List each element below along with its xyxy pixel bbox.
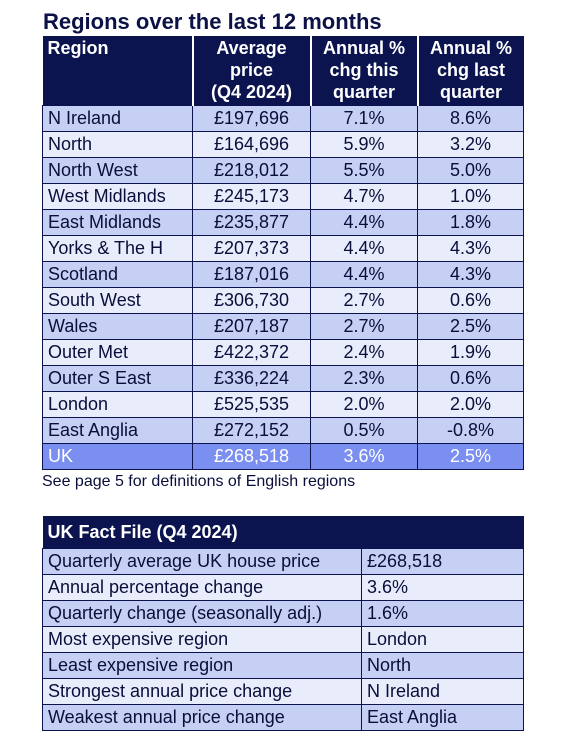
fact-row (43, 575, 524, 601)
fact-row (43, 601, 524, 627)
header-line: quarter (332, 82, 395, 102)
fact-label: Weakest annual price change (43, 705, 362, 731)
header-region: Region (43, 36, 193, 106)
cell-chg-last: 2.5% (418, 314, 524, 340)
cell-chg-this: 4.4% (311, 236, 418, 262)
header-line: Annual % (322, 38, 405, 58)
cell-region: East Midlands (43, 210, 193, 236)
cell-price: £245,173 (193, 184, 311, 210)
fact-value: 1.6% (362, 601, 524, 627)
cell-chg-last: 8.6% (418, 106, 524, 132)
cell-chg-last: 2.0% (418, 392, 524, 418)
cell-price: £422,372 (193, 340, 311, 366)
header-line: quarter (439, 82, 502, 102)
fact-file-title: UK Fact File (Q4 2024) (43, 516, 524, 549)
table-row (43, 418, 524, 444)
table-row (43, 288, 524, 314)
table-row-uk (43, 444, 524, 470)
table-row (43, 366, 524, 392)
header-line: Average (216, 38, 287, 58)
fact-label: Strongest annual price change (43, 679, 362, 705)
cell-chg-last: 0.6% (418, 366, 524, 392)
table-row (43, 340, 524, 366)
table-row (43, 132, 524, 158)
cell-price: £218,012 (193, 158, 311, 184)
header-line: chg last (436, 60, 506, 80)
cell-chg-this: 2.4% (311, 340, 418, 366)
cell-chg-last: 1.8% (418, 210, 524, 236)
fact-row (43, 705, 524, 731)
regions-note: See page 5 for definitions of English regions (42, 473, 356, 490)
header-line: Annual % (429, 38, 512, 58)
cell-region: North West (43, 158, 193, 184)
cell-region: South West (43, 288, 193, 314)
cell-chg-last: 4.3% (418, 262, 524, 288)
header-average-price (193, 36, 311, 106)
table-row (43, 158, 524, 184)
fact-row (43, 549, 524, 575)
cell-price: £268,518 (193, 444, 311, 470)
cell-chg-last: 4.3% (418, 236, 524, 262)
cell-chg-this: 7.1% (311, 106, 418, 132)
cell-chg-last: 1.9% (418, 340, 524, 366)
cell-region: East Anglia (43, 418, 193, 444)
cell-chg-this: 0.5% (311, 418, 418, 444)
cell-region: Outer S East (43, 366, 193, 392)
cell-price: £525,535 (193, 392, 311, 418)
fact-value: East Anglia (362, 705, 524, 731)
table-row (43, 262, 524, 288)
page-title: Regions over the last 12 months (43, 9, 382, 34)
cell-region: Outer Met (43, 340, 193, 366)
header-chg-last-quarter (418, 36, 524, 106)
cell-region: Scotland (43, 262, 193, 288)
cell-region: North (43, 132, 193, 158)
fact-file-table (42, 516, 524, 731)
header-chg-this-quarter (311, 36, 418, 106)
cell-price: £235,877 (193, 210, 311, 236)
header-line: (Q4 2024) (210, 82, 293, 102)
cell-chg-this: 2.7% (311, 288, 418, 314)
fact-row (43, 653, 524, 679)
fact-value: North (362, 653, 524, 679)
fact-label: Annual percentage change (43, 575, 362, 601)
cell-chg-last: 2.5% (418, 444, 524, 470)
cell-chg-this: 3.6% (311, 444, 418, 470)
cell-region: Wales (43, 314, 193, 340)
fact-row (43, 627, 524, 653)
cell-region: West Midlands (43, 184, 193, 210)
fact-label: Least expensive region (43, 653, 362, 679)
fact-value: London (362, 627, 524, 653)
fact-file-header-row (43, 516, 524, 549)
page-content (42, 8, 523, 731)
fact-value: 3.6% (362, 575, 524, 601)
fact-row (43, 679, 524, 705)
table-row (43, 314, 524, 340)
cell-price: £187,016 (193, 262, 311, 288)
cell-region: N Ireland (43, 106, 193, 132)
fact-label: Quarterly change (seasonally adj.) (43, 601, 362, 627)
cell-price: £207,373 (193, 236, 311, 262)
cell-chg-this: 4.4% (311, 210, 418, 236)
cell-chg-this: 2.3% (311, 366, 418, 392)
cell-region: Yorks & The H (43, 236, 193, 262)
cell-chg-last: 0.6% (418, 288, 524, 314)
header-line: chg this (329, 60, 399, 80)
cell-chg-this: 2.7% (311, 314, 418, 340)
cell-chg-this: 4.7% (311, 184, 418, 210)
table-row (43, 210, 524, 236)
cell-price: £164,696 (193, 132, 311, 158)
cell-price: £306,730 (193, 288, 311, 314)
cell-region: UK (43, 444, 193, 470)
cell-price: £336,224 (193, 366, 311, 392)
cell-price: £272,152 (193, 418, 311, 444)
cell-chg-this: 5.5% (311, 158, 418, 184)
regions-header-row (43, 36, 524, 106)
table-row (43, 184, 524, 210)
regions-table (42, 36, 524, 470)
fact-value: N Ireland (362, 679, 524, 705)
cell-region: London (43, 392, 193, 418)
cell-chg-last: 1.0% (418, 184, 524, 210)
cell-chg-this: 4.4% (311, 262, 418, 288)
fact-value: £268,518 (362, 549, 524, 575)
fact-label: Quarterly average UK house price (43, 549, 362, 575)
cell-chg-this: 5.9% (311, 132, 418, 158)
table-row (43, 236, 524, 262)
cell-price: £207,187 (193, 314, 311, 340)
table-row (43, 392, 524, 418)
cell-chg-last: 5.0% (418, 158, 524, 184)
cell-price: £197,696 (193, 106, 311, 132)
cell-chg-last: 3.2% (418, 132, 524, 158)
header-line: price (229, 60, 274, 80)
fact-label: Most expensive region (43, 627, 362, 653)
cell-chg-this: 2.0% (311, 392, 418, 418)
cell-chg-last: -0.8% (418, 418, 524, 444)
table-row (43, 106, 524, 132)
